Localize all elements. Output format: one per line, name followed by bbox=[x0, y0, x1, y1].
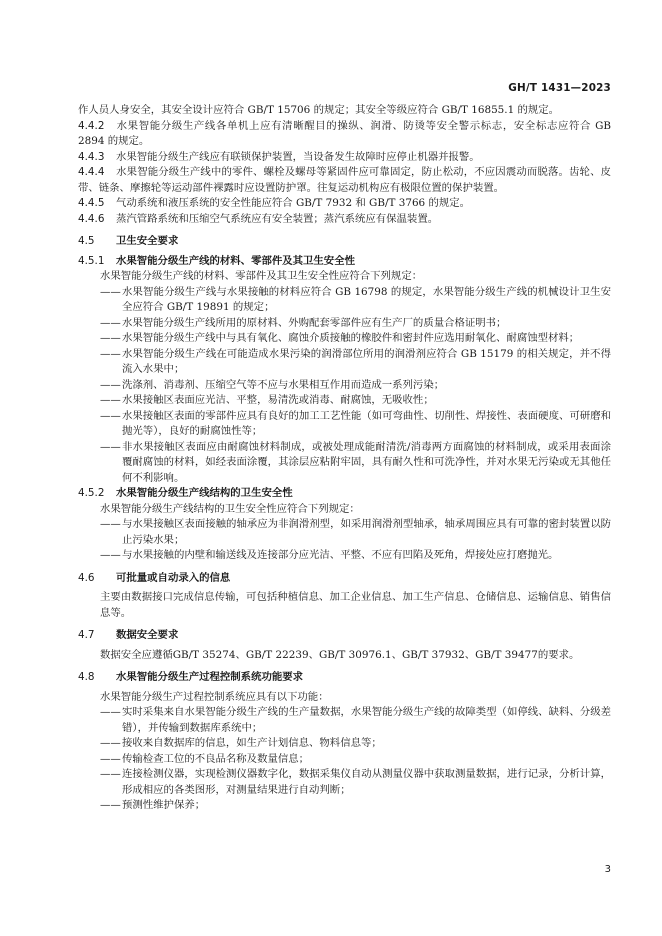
list-item-text: 水果智能分级生产线中与具有氧化、腐蚀介质接触的橡胶件和密封件应选用耐氧化、耐腐蚀型材料； bbox=[122, 332, 580, 344]
list-item bbox=[78, 752, 611, 768]
clause-4-4-6 bbox=[78, 212, 611, 228]
clause-number: 4.4.4 bbox=[78, 166, 105, 178]
list-item-text: 水果智能分级生产线在可能造成水果污染的润滑部位所用的润滑剂应符合 GB 15179 的相关规定，并不得流入水果中； bbox=[122, 347, 611, 375]
intro-paragraph-4-5-2: 水果智能分级生产线结构的卫生安全性应符合下列规定： bbox=[100, 502, 360, 515]
clause-number: 4.4.6 bbox=[78, 212, 105, 225]
list-item bbox=[78, 736, 611, 752]
list-item bbox=[78, 548, 611, 564]
list-item-text: 非水果接触区表面应由耐腐蚀材料制成，或被处理成能耐清洗/消毒两方面腐蚀的材料制成，或采用表面涂覆耐腐蚀的材料，如经表面涂覆，其涂层应粘附牢固，具有耐久性和可洗净性，并对水果无污染或无其他任何不利影响。 bbox=[122, 440, 611, 484]
section-heading-4-5 bbox=[78, 234, 611, 250]
dash-marker: —— bbox=[100, 549, 121, 561]
list-item-text: 预测性维护保养； bbox=[122, 799, 206, 811]
dash-marker: —— bbox=[100, 440, 121, 453]
list-item bbox=[78, 285, 611, 316]
list-item-text: 水果智能分级生产线所用的原材料、外购配套零部件应有生产厂的质量合格证明书； bbox=[122, 316, 507, 329]
paragraph-4-7: 数据安全应遵循GB/T 35274、GB/T 22239、GB/T 30976.1、GB/T 37932、GB/T 39477的要求。 bbox=[100, 648, 580, 661]
dash-marker: —— bbox=[100, 285, 121, 298]
dash-marker: —— bbox=[100, 799, 121, 811]
paragraph-4-6: 主要由数据接口完成信息传输，可包括种植信息、加工企业信息、加工生产信息、仓储信息、运输信息、销售信息等。 bbox=[100, 591, 611, 619]
clause-text: 水果智能分级生产线中的零件、螺栓及螺母等紧固件应可靠固定，防止松动，不应因震动而脱落。齿轮、皮带、链条、摩擦轮等运动部件裸露时应设置防护罩。往复运动机构应有极限位置的保护装置。 bbox=[78, 166, 611, 194]
section-number: 4.8 bbox=[78, 671, 95, 683]
clause-4-4-4 bbox=[78, 165, 611, 196]
document-body bbox=[78, 103, 611, 814]
list-item-text: 接收来自数据库的信息，如生产计划信息、物料信息等； bbox=[122, 737, 382, 749]
dash-marker: —— bbox=[100, 332, 121, 344]
list-item bbox=[78, 409, 611, 440]
clause-text: 水果智能分级生产线应有联锁保护装置，当设备发生故障时应停止机器并报警。 bbox=[116, 150, 480, 163]
clause-text: 蒸汽管路系统和压缩空气系统应有安全装置；蒸汽系统应有保温装置。 bbox=[116, 212, 439, 225]
list-item bbox=[78, 316, 611, 332]
clause-number: 4.4.2 bbox=[78, 119, 105, 132]
section-heading-4-7 bbox=[78, 628, 611, 644]
list-item-text: 实时采集来自水果智能分级生产线的生产量数据，水果智能分级生产线的故障类型（如停线、缺料、分级差错），并传输到数据库系统中； bbox=[122, 706, 611, 734]
dash-marker: —— bbox=[100, 706, 121, 718]
section-title: 数据安全要求 bbox=[116, 629, 179, 641]
subsection-heading-4-5-2 bbox=[78, 486, 611, 502]
intro-paragraph-4-8: 水果智能分级生产过程控制系统应具有以下功能： bbox=[100, 690, 329, 703]
section-heading-4-8 bbox=[78, 670, 611, 686]
list-item-text: 水果接触区表面应光洁、平整，易清洗或消毒、耐腐蚀，无吸收性； bbox=[122, 394, 434, 406]
section-number: 4.6 bbox=[78, 571, 95, 584]
subsection-title: 水果智能分级生产线结构的卫生安全性 bbox=[116, 487, 293, 499]
section-heading-4-6 bbox=[78, 571, 611, 587]
intro-paragraph-4-5-1: 水果智能分级生产线的材料、零部件及其卫生安全性应符合下列规定： bbox=[100, 270, 423, 282]
dash-marker: —— bbox=[100, 316, 121, 329]
section-number: 4.5 bbox=[78, 235, 95, 247]
dash-marker: —— bbox=[100, 737, 121, 749]
section-title: 水果智能分级生产过程控制系统功能要求 bbox=[116, 671, 304, 683]
paragraph-continuation: 作人员人身安全，其安全设计应符合 GB/T 15706 的规定；其安全等级应符合 GB/T 16855.1 的规定。 bbox=[78, 104, 560, 116]
dash-marker: —— bbox=[100, 378, 121, 391]
list-item bbox=[78, 378, 611, 394]
list-item-text: 连接检测仪器，实现检测仪器数字化，数据采集仪自动从测量仪器中获取测量数据，进行记录，分析计算，形成相应的各类图形，对测量结果进行自动判断； bbox=[122, 768, 611, 796]
clause-number: 4.4.3 bbox=[78, 150, 105, 163]
dash-list-4-5-2 bbox=[78, 517, 611, 564]
list-item bbox=[78, 798, 611, 814]
subsection-number: 4.5.2 bbox=[78, 487, 105, 499]
list-item bbox=[78, 705, 611, 736]
subsection-number: 4.5.1 bbox=[78, 254, 105, 267]
list-item-text: 与水果接触区表面接触的轴承应为非润滑剂型，如采用润滑剂型轴承，轴承周围应具有可靠的密封装置以防止污染水果； bbox=[122, 518, 611, 546]
list-item bbox=[78, 440, 611, 487]
list-item bbox=[78, 331, 611, 347]
list-item bbox=[78, 393, 611, 409]
dash-marker: —— bbox=[100, 347, 121, 360]
dash-list-4-5-1 bbox=[78, 285, 611, 487]
list-item bbox=[78, 767, 611, 798]
list-item-text: 洗涤剂、消毒剂、压缩空气等不应与水果相互作用而造成一系列污染； bbox=[122, 378, 445, 391]
list-item bbox=[78, 347, 611, 378]
section-title: 可批量或自动录入的信息 bbox=[116, 571, 231, 584]
dash-list-4-8 bbox=[78, 705, 611, 814]
dash-marker: —— bbox=[100, 409, 121, 422]
clause-text: 水果智能分级生产线各单机上应有清晰醒目的操纵、润滑、防烫等安全警示标志，安全标志应符合 GB 2894 的规定。 bbox=[78, 119, 611, 147]
subsection-heading-4-5-1 bbox=[78, 254, 611, 270]
clause-text: 气动系统和液压系统的安全性能应符合 GB/T 7932 和 GB/T 3766 的规定。 bbox=[116, 197, 471, 209]
list-item bbox=[78, 517, 611, 548]
dash-marker: —— bbox=[100, 768, 121, 780]
dash-marker: —— bbox=[100, 394, 121, 406]
section-title: 卫生安全要求 bbox=[116, 235, 179, 247]
section-number: 4.7 bbox=[78, 629, 95, 641]
dash-marker: —— bbox=[100, 752, 121, 765]
clause-number: 4.4.5 bbox=[78, 197, 105, 209]
list-item-text: 水果接触区表面的零部件应具有良好的加工工艺性能（如可弯曲性、切削性、焊接性、表面硬度、可研磨和抛光等），良好的耐腐蚀性等； bbox=[122, 409, 611, 437]
clause-4-4-2 bbox=[78, 119, 611, 150]
list-item-text: 与水果接触的内壁和输送线及连接部分应光洁、平整、不应有凹陷及死角，焊接处应打磨抛光。 bbox=[122, 549, 559, 561]
standard-code: GH/T 1431—2023 bbox=[508, 82, 611, 94]
clause-4-4-5 bbox=[78, 196, 611, 212]
dash-marker: —— bbox=[100, 518, 121, 530]
list-item-text: 传输检查工位的不良品名称及数量信息； bbox=[122, 752, 310, 765]
page-number: 3 bbox=[604, 864, 611, 875]
clause-4-4-3 bbox=[78, 150, 611, 166]
subsection-title: 水果智能分级生产线的材料、零部件及其卫生安全性 bbox=[116, 254, 355, 267]
list-item-text: 水果智能分级生产线与水果接触的材料应符合 GB 16798 的规定，水果智能分级生产线的机械设计卫生安全应符合 GB/T 19891 的规定； bbox=[122, 285, 611, 313]
